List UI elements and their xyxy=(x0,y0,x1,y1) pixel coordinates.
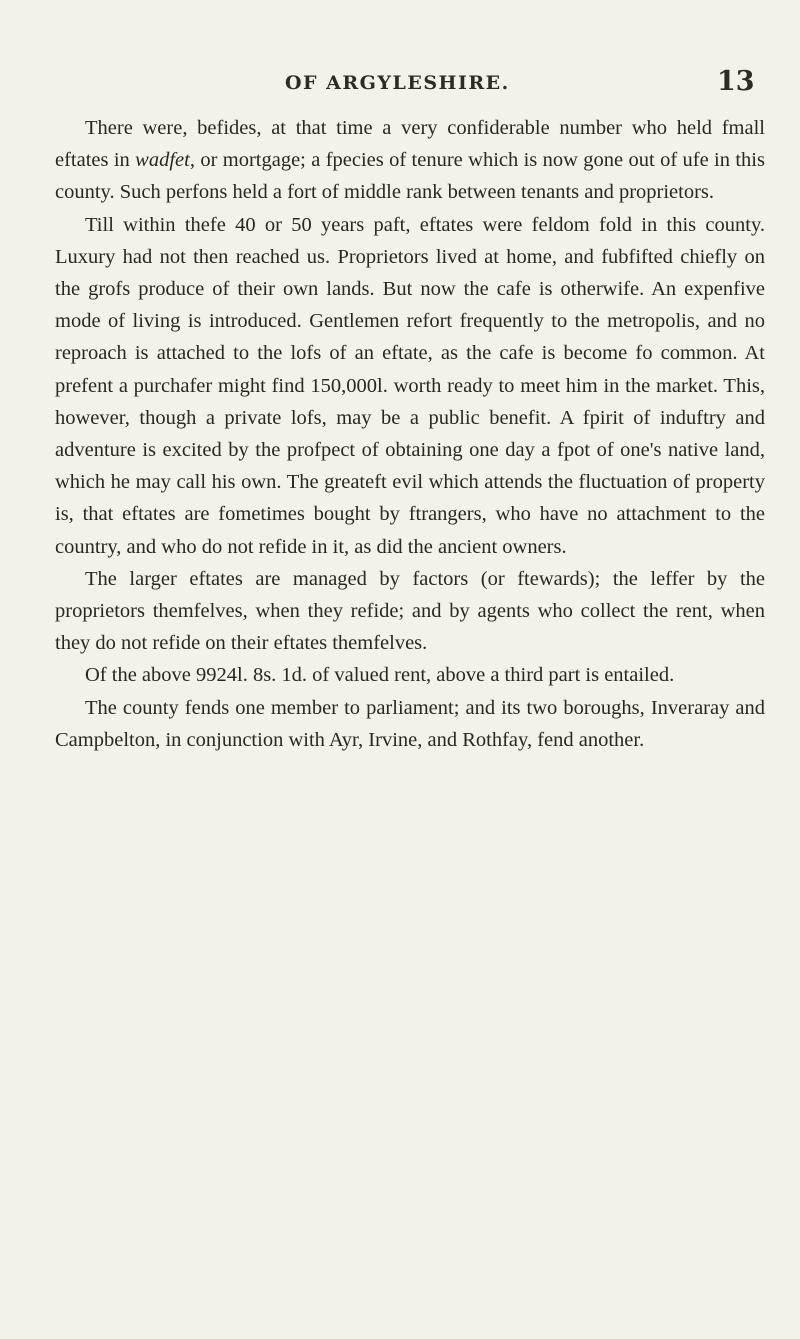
paragraph-text: There were, befides, at that time a very confiderable number who held fmall eftates in xyxy=(55,117,765,172)
paragraph-wadfet xyxy=(55,112,765,209)
paragraph-estates-sold: Till within thefe 40 or 50 years paft, eftates were feldom fold in this county. Luxury had not then reached us. Proprietors lived at home, and fubfifted chiefly on the grofs produce of their own lands. But now the cafe is otherwife. An expenfive mode of living is introduced. Gentlemen refort frequently to the metropolis, and no reproach is attached to the lofs of an eftate, as the cafe is become fo common. At prefent a purchafer might find 150,000l. worth ready to meet him in the market. This, however, though a private lofs, may be a public benefit. A fpirit of induftry and adventure is excited by the profpect of obtaining one day a fpot of one's native land, which he may call his own. The greateft evil which attends the fluctuation of property is, that eftates are fometimes bought by ftrangers, who have no attachment to the country, and who do not refide in it, as did the ancient owners. xyxy=(55,213,765,558)
paragraph-valued-rent: Of the above 9924l. 8s. 1d. of valued rent, above a third part is entailed. xyxy=(85,664,675,687)
paragraph-estate-management: The larger eftates are managed by factors (or ftewards); the leffer by the proprietors themfelves, when they refide; and by agents who collect the rent, when they do not refide on their eftates themfelves. xyxy=(55,567,765,655)
body-text xyxy=(55,112,765,756)
italic-term: wadfet xyxy=(135,149,190,172)
page-number: 13 xyxy=(717,66,755,97)
paragraph-parliament: The county fends one member to parliament; and its two boroughs, Inveraray and Campbelton, in conjunction with Ayr, Irvine, and Rothfay, fend another. xyxy=(55,696,765,751)
running-head xyxy=(0,62,800,102)
paragraph-text: , or mortgage; a fpecies of tenure which is now gone out of ufe in this county. Such perfons held a fort of middle rank between tenants and proprietors. xyxy=(55,149,765,204)
running-head-title: OF ARGYLESHIRE. xyxy=(285,72,510,94)
